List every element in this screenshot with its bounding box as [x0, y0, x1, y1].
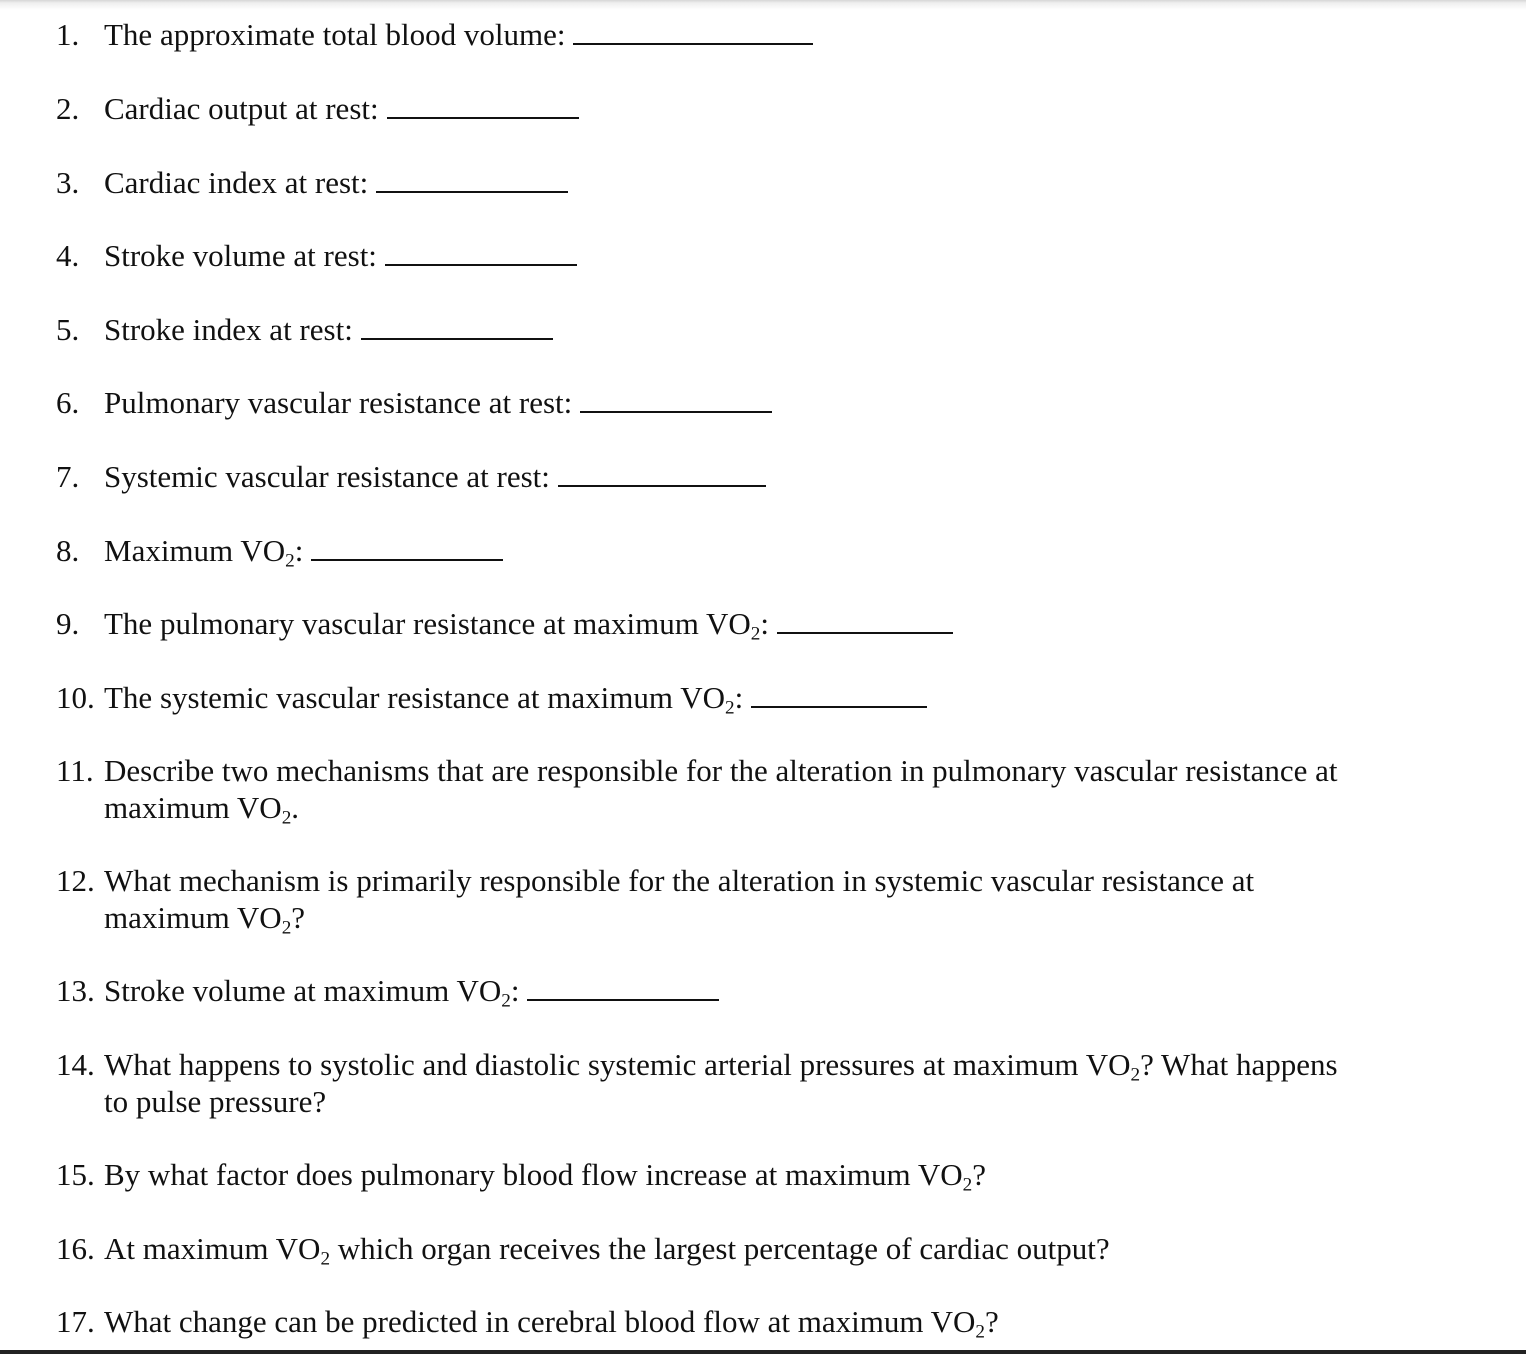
question-number: 6.: [56, 385, 80, 420]
question-8: [56, 532, 1456, 572]
answer-blank[interactable]: [777, 610, 953, 634]
answer-blank[interactable]: [527, 977, 719, 1001]
question-text: Systemic vascular resistance at rest:: [104, 459, 550, 494]
question-number: 8.: [56, 533, 80, 568]
page-top-shadow: [0, 0, 1526, 10]
question-text-line-1: What mechanism is primarily responsible for the alteration in systemic vascular resistance at: [104, 863, 1255, 898]
question-text: Maximum $VO_2$:: [104, 533, 304, 572]
question-11: [56, 752, 1456, 829]
question-text: The pulmonary vascular resistance at maximum $VO_2$:: [104, 606, 770, 645]
question-13: [56, 972, 1456, 1012]
question-5: [56, 311, 1456, 348]
answer-blank[interactable]: [361, 316, 553, 340]
question-number: 15.: [56, 1157, 95, 1192]
answer-blank[interactable]: [311, 537, 503, 561]
question-text: Stroke volume at maximum $VO_2$:: [104, 973, 520, 1012]
answer-blank[interactable]: [558, 463, 766, 487]
answer-blank[interactable]: [387, 95, 579, 119]
question-number: 1.: [56, 17, 80, 52]
question-12: [56, 862, 1456, 939]
page-bottom-border: [0, 1350, 1526, 1354]
question-text-line-1: What happens to systolic and diastolic systemic arterial pressures at maximum $VO_2$? What happens: [104, 1047, 1338, 1086]
question-text: What change can be predicted in cerebral blood flow at maximum $VO_2$?: [104, 1304, 999, 1343]
question-number: 3.: [56, 165, 80, 200]
question-number: 4.: [56, 238, 80, 273]
answer-blank[interactable]: [751, 684, 927, 708]
question-7: [56, 458, 1456, 495]
question-3: [56, 164, 1456, 201]
question-number: 10.: [56, 680, 95, 715]
question-16: [56, 1230, 1456, 1270]
question-14: [56, 1046, 1456, 1120]
question-text-line-2: maximum $VO_2$?: [104, 900, 306, 939]
answer-blank[interactable]: [573, 21, 813, 45]
question-text: At maximum $VO_2$ which organ receives the largest percentage of cardiac output?: [104, 1231, 1110, 1270]
question-text: By what factor does pulmonary blood flow increase at maximum $VO_2$?: [104, 1157, 986, 1196]
question-text: Stroke volume at rest:: [104, 238, 377, 273]
question-number: 9.: [56, 606, 80, 641]
question-text: Pulmonary vascular resistance at rest:: [104, 385, 573, 420]
question-text-line-2: to pulse pressure?: [104, 1084, 327, 1119]
question-text: Stroke index at rest:: [104, 312, 353, 347]
question-number: 17.: [56, 1304, 95, 1339]
question-2: [56, 90, 1456, 127]
question-1: [56, 16, 1456, 53]
question-6: [56, 384, 1456, 421]
question-number: 16.: [56, 1231, 95, 1266]
question-10: [56, 679, 1456, 719]
question-text: The systemic vascular resistance at maximum $VO_2$:: [104, 680, 744, 719]
question-number: 7.: [56, 459, 80, 494]
answer-blank[interactable]: [376, 169, 568, 193]
question-number: 13.: [56, 973, 95, 1008]
question-text: The approximate total blood volume:: [104, 17, 566, 52]
answer-blank[interactable]: [385, 242, 577, 266]
question-number: 5.: [56, 312, 80, 347]
question-number: 14.: [56, 1047, 95, 1082]
question-number: 2.: [56, 91, 80, 126]
question-text: Cardiac output at rest:: [104, 91, 379, 126]
question-15: [56, 1156, 1456, 1196]
question-text: Cardiac index at rest:: [104, 165, 369, 200]
question-number: 12.: [56, 863, 95, 898]
question-text-line-1: Describe two mechanisms that are responsible for the alteration in pulmonary vascular resistance at: [104, 753, 1338, 788]
question-number: 11.: [56, 753, 94, 788]
question-9: [56, 605, 1456, 645]
question-17: [56, 1303, 1456, 1343]
question-4: [56, 237, 1456, 274]
answer-blank[interactable]: [580, 389, 772, 413]
question-text-line-2: maximum $VO_2$.: [104, 790, 300, 829]
